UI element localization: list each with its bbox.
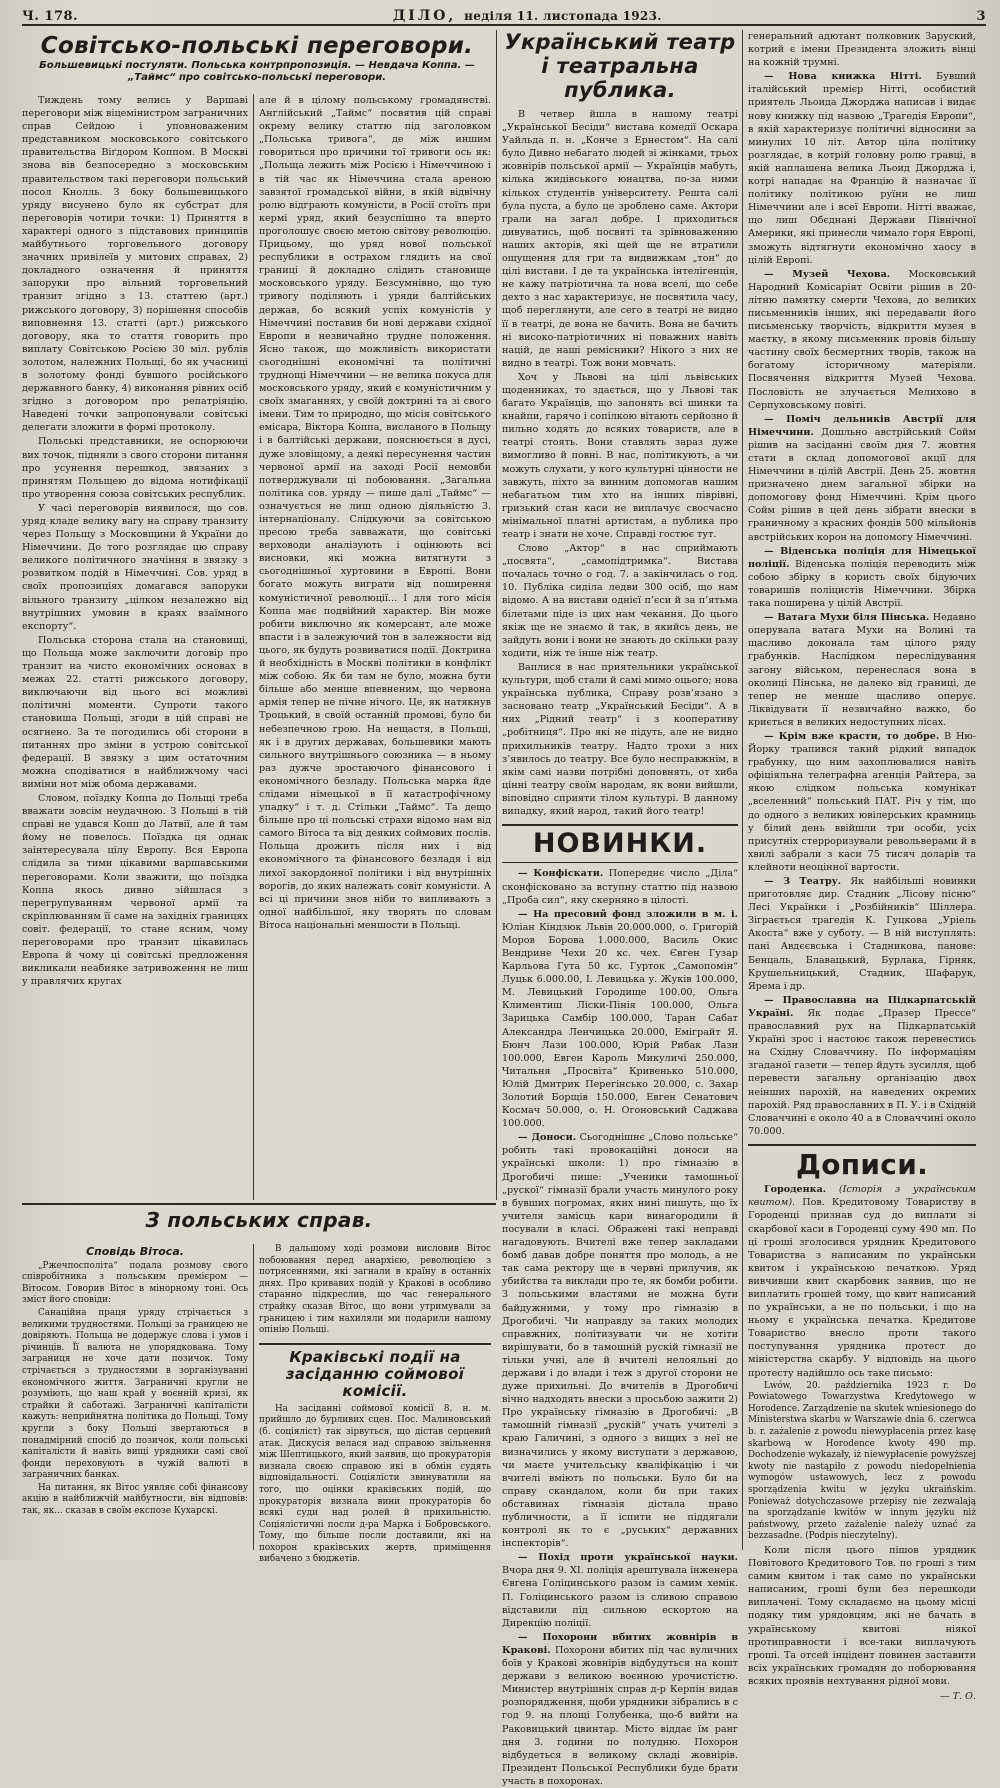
news-item-title: — Доноси. <box>518 1132 577 1144</box>
polish-letter: Lwów, 20. października 1923 r. Do Powiatowego Towarzystwa Kredytowego w Horodence. Zarządzenie na skutek wniesionego do Ministerstwa skarbu w Warszawie dnia 6. czerwca b. r. zażalenie z powodu niewypłacenia przez kasę skarbową w Horodence kwoty 490 mp. Dochodzenie wykazały, iż niewypłacenie powyższej kwoty nie nastąpiło z powodu niedopełnienia wymogów ustawowych, lecz z powodu sporządzenia kwitu w języku ukraińskim. Ponieważ dotychczasowe przepisy nie zezwalają na sporządzanie kwitów w innym języku niż państwowy, przeto zażalenie należy uznać za bezzasadne. (Podpis nieczytelny). <box>748 1380 976 1542</box>
issue-date: неділя 11. листопада 1923. <box>464 9 662 23</box>
news-item <box>502 1131 738 1550</box>
paragraph: Словом, поїздку Коппа до Польщі треба вважати зовсім неудачною. З Польщі в тій справі не удався Копп до Латвії, але й там йому не повелось. Поїздка ця однак заінтересувала цілу Европу. Вся Европа слідила за тими цікавими варшавськими переговорами. Коли зважити, що поїздка Коппа якось дивно зійшлася з перегрупуванням червоної армії та скріплюванням її саме на західніх границях совіт. федерації, то стане ясним, чому переговорами про транзит цікавилась Европа й чому ці совітські предложення викликали неабияке затривоження не лиш у правлячих кругах <box>22 792 248 988</box>
news-item-text: Сьогоднішнє „Слово польське“ робить такі провокаційні доноси на українські школи: 1) про гімназію в Дрогобичі пише: „Ученики тамошньої „рускої“ гімназії брали участь минулого року в бувших погромах, яких нині пишуть, що їх учителя замісць кари винагородили й посували в класі. Ображені такі неправді нагадовують. Вчителі вже тепер закладами бомб давав добре поняття про молодь, а не так сама ректору ще в червні прилучив, як убийства та виклади про те, як бомби робити. З польськими властями не можна бути байдужними, у тому про гімназію в Дрогобичі. Чи направду за таких молодих справжних, політизувати чи не хотіти вирішувати, бо в тамошній рускій гімназії не тільки учні, але й вчителі нелояльні до держави і до влади і теж з другої сторони не дуже прихильні. До вчителів в Дрогобичі вічно надходять внески з просьбою зажити 2) Про українську гімназію в Дрогобичі: „В тамошній гімназії „рускій“ учать учителі з краю Галичині, з одного з вищих з неї не визначились у якому виступати з державою, чи маєте учительську кваліфікацію і чи вчителі вміють по польськи. Було би на справу скандалом, коли би при таких обставинах гімназія дістала право публичности, а її іспити не піддягали контролі як то є „руських“ державних інспекторів“. <box>502 1132 738 1550</box>
polish-affairs-col1 <box>22 1244 248 1550</box>
news-item <box>748 994 976 1138</box>
news-item <box>748 611 976 729</box>
news-item <box>502 1551 738 1630</box>
paragraph: Тиждень тому велись у Варшаві переговори між віцемінистром заграничних справ Сейдою і уповноваженим представником московського совітського правительства Віґдором Коппом. В Москві знова вів безпосередно з московським правительством такі переговори польський посол Кнолль. З боку большевицького уряду висунено було як субстрат для переговорів чотири точки: 1) Приняття в характері одного з підставових принципів майбутнього торговельного договору значних привілеїв у митових справах, 2) докладного означення й приняття запоруки про вільний торговельний транзит згідно з 13. статтею (арт.) рижського договору, 3) порішення способів виповнення 13. статті (арт.) рижського договору, яка то стаття говорить про виплату Совітською Росією 30 міл. рублів золотом, належних Польщі, бо як учасниці в золотому фонді бувшого російського державного банку, 4) виконання рівних осіб згідно з договором про репатріяцію. Наведені точки запропонували совітські делегати зложити в формі протоколу. <box>22 95 248 434</box>
paragraph: Санаційна праця уряду стрічається з великими трудностями. Польщі за границею не довіряють. Польща не додержує слова і умов і річинців. Її валюта не упорядкована. Тому заграниця не хоче дати позичок. Тому стрічається з трудностями в зорганізуванні економічного життя. Заграничні кругли не розуміють, що наш край у воєнній кризі, як страйки й саботажі. Заграничні капіталісти кажуть: неприйнятна політика до Польщі. Тому кругли з боку Польщі звертаються в понадмірний спосіб до позичок, коли польські капіталісти й навіть вищі урядники самі свої фонди переховують в чужій валюті в заграничних банках. <box>22 1307 248 1481</box>
paragraph: але й в цілому польському громадянстві. Англійський „Таймс“ посвятив цій справі окрему велику статтю під заголовком „Польська тривога“, де між иншим говориться про причини тої тривоги ось як: „Польща лежить між Росією і Німеччиною і в тій час як Німеччина стала ареною завзятої громадської війни, в якій відвічну ролю відграють комуністи, в Росії стоїть при кермі уряд, який безуспішно та вперто проголошує своєю метою світову революцію. Прицьому, що уряд нової польської республики в острахом глядить на свої границі й докладно слідить становище московського уряду. Безсумнівно, що тую тривогу поділяють і уряди балтійських держав, бо всякий успіх комуністів у Німеччині поставив би нові держави східної Европи в незвичайно трудне положення. Ясно також, що можливість використати сьогоднішні економічні та політичні труднощі Німеччини — не велика покуса для московського уряду, який є комуністичним у своїх змаганнях, у своїй доктрині та зі свого імени. Тим то природно, що місія совітського емісара, Віктора Коппа, висланого в Польщу і в балтійські держави, пояснюється в дусі, дуже зловіщому, а деякі пересунення частин червоної армії на заході Росії немовби потверджували ці побоювання. „Загальна політика сов. уряду — пише далі „Таймс“ — означується не лиш одною діяльністю 3. інтернаціоналу. Слідкуючи за совітською пресою треба завважати, що совітські верховоди аналізують і оцінюють всі висновки, які можна витягнути з сьогоднішньої хуртовини в Европі. Вони богато можуть виграти від поширення комуністичної революції... І для того місія Коппа має подвійний характер. Він може робити виключно як комерсант, але може впасти і в залежуючий тон в залежности від цього, як будуть розвиватися події. Доктрина й необхідність в Москві політики в конфлікт між собою. Як би там не було, можна бути більше або менше впевненим, що червона армія тепер не пічне нічого. Це, як натякнув Троцький, в своїй останній промові, було би небезпечною грою. На нещастя, в Польщі, як і в других державах, большевики мають сильного внутрішнього союзника — в ньому раз дужче зростаючого фінансового і економічного безладу. Польська марка йде слідами німецької в її катастрофічному упадку“ і т. д. Стільки „Таймс“. Та дещо більше про ці польські страхи відомо нам від самого Вітоса та від деяких соймових послів. Польща дрожить після них і від економічного та фінансового безладя і від лихої закордонної політики і від внутрішніх ворогів, до яких належать совіт комуністи. А всі ці причини знов ніби то випливають з одної найбільшої, яку творять по словам Вітоса національні меншости в Польщі. <box>259 95 491 931</box>
theatre-news-col <box>502 30 738 1787</box>
soviet-polish-col1 <box>22 94 248 1204</box>
paragraph: В дальшому ході розмови висловив Вітос побоювання перед анархією, революцією з потрясеннями, які загнали в країну в останніх днях. Про кривавих подій у Кракові в особливо старанно підкреслив, що час генерального страйку сказав Вітос, що вони утримували за границею і тим нахиляли ми подарили нашому опінію Польщі. <box>259 1244 491 1336</box>
paragraph: „Ржечпосполіта“ подала розмову свого співробітника з польським премієром — Вітосом. Говорив Вітос в мінорному тоні. Ось зміст його сповіди: <box>22 1260 248 1306</box>
news-item-text: Як подає „Празер Прессе“ православний рух на Підкарпатській Україні зрос і настоює також перенестись на Східну Словаччину. По інформаціям згаданої газети — тепер йдуть зусилля, щоб перевести загальну організацію двох неінших парохій, на наведених окремих парохій. Ряд православних в П. У. і в Східній Словаччині є около 40 а в Словаччині около 70.000. <box>748 1007 976 1137</box>
news-item-title: — Крім вже красти, то добре. <box>764 730 940 742</box>
news-item-title: — Православна на Підкарпатській Україні. <box>748 994 976 1019</box>
krakiv-headline: Краківські події на засіданню соймової комісії. <box>285 1347 465 1400</box>
news-item-text: Юліан Кіндзюк Львів 20.000.000, о. Григорій Моров Борова 1.000.000, Василь Окис Вендрине Чехи 20 кс. чех. Євген Гузар Карльова Гута 50 кс. Гурток „Самопомін“ Луцьк 6.000.00, І. Левицька у. Жуків 100.000, М. Левицький Городище 100.00, Ольга Климентиш Ліски-Пінія 100.000, Ольга Зарицька Самбір 100.000, Таран Сабат Александра Ленчицька 20.000, Еміграйт Я. Бюнч Лази 100.000, Юрій Рибак Лази 100.000, Евген Кароль Микуличі 250.000, Читальня „Просвіта“ Кривенько 510.000, Юлій Дмитрик Перегінсько 20.000, с. Захар Золотий Борщів 150.000, Евген Сенатович Космач 50.000, о. Н. Огоновський Саджава 100.000. <box>502 921 738 1130</box>
dopys-subtitle: (Історія з українським квитом). <box>748 1184 976 1209</box>
polish-affairs-headline: З польських справ. <box>145 1208 373 1232</box>
news-item <box>748 875 976 993</box>
news-item-title: — Нова книжка Нітті. <box>764 71 922 83</box>
dopys-lead <box>748 1183 976 1379</box>
dopys-text: Пов. Кредитовому Товариству в Городенці признав суд до виплати зі скарбової каси в Городенці суму 490 мп. По ці гроші зголосився урядник Кредитового Товариства з написаним по українськи квитом і українською печаткою. Уряд вивчивши квит скарбовик заявив, що не виплатить грошей тому, що квит написаний по українськи, а не по польськи, і що на ньому є українська печатка. Кредитове Товариство внесло проти такого поступування урядника протест до міністерства скарбу. У відповідь на цього протесту надійшло ось таке письмо: <box>748 1197 976 1379</box>
news-item-text: Похорони вбитих під час вуличних боїв у Кракові жовнірів відбудуться на кошт держави з великою воєнною урочистістю. Министер внутрішніх справ д-р Керпін видав розпорядження, щоби урядники зібрались в с год 9. на площі Голубенка, що-б вийти на Раковицький цвинтар. Місто віддає їм ранг дня 3. години по полудню. Похорон відбудеться в великому складі жовнірів. Президент Польської Республики буде брати участь в похоронах. <box>502 1644 738 1787</box>
vitos-kicker: Сповідь Вітоса. <box>86 1245 184 1258</box>
paragraph: Польська сторона стала на становищі, що Польща може заключити договір про транзит на чисто економічних основах в межах 22. статті рижського договору, виключаючи від цього всі можливі політичні моменти. Супроти такого становиша Польщі, згоди в цій справі не осягнено. За те погодились обі сторони в питаннях про зміни в устрою совітської федерації. В звязку з цим остаточним можна сподіватися в найближчому часі виміни нот між обома державами. <box>22 634 248 790</box>
paragraph: На засіданні соймової комісії 8. н. м. прийшло до бурливих сцен. Пос. Малиновський (б. соціяліст) так зірвуться, що дістав серцевий атак. Дискусія велася над справою звільнення між Шептицького, який заявив, що прокураторія визнала своєю справою які в обмін судять відповідальності. Соціялісти звинуватили на того, що оцінки краківських подій, що прокураторія визнала вини прокураторів бо всякі суди над ролей й прихильністю. Соціялістичні посли д-ра Марка і Бобровського. Тому, що більше посли доставили, які на похорон краківських жертв, приміщення вибачено з бюджетів. <box>259 1403 491 1565</box>
news-item-text: Вчора дня 9. XI. поліція арештувала інженера Євгена Голіцинського разом із самим хемік. П. Голіцинського разом із сливою справою відставили під сильною ескортою на Дирекцію поліції. <box>502 1565 738 1629</box>
section-rule <box>22 1203 496 1205</box>
masthead-center <box>393 8 662 24</box>
masthead <box>22 6 986 26</box>
news-item-title: — З Театру. <box>764 876 842 887</box>
news-item <box>748 545 976 610</box>
soviet-polish-subhead: Большевицькі постуляти. Польська контрпропозиція. — Невдача Коппа. — „Таймс“ про совітсько-польські переговори. <box>39 60 475 84</box>
column-rule <box>496 30 497 1200</box>
column-rule <box>253 1244 254 1550</box>
news-item-text: Московський Народний Комісаріят Освіти рішив в 20-літню памятку смерти Чехова, до великих письменників інших, які передавали його письменську творчість, відкриття музея в маєтку, в якому письменник провів більшу частину своїх бесмертних творів, також на богатому історичному матеріяли. Посвячення відкриття Музей Чехова. Пословість не злучається Мелихово в Серпуховському повіті. <box>748 268 976 411</box>
news-item <box>502 1631 738 1788</box>
news-item-text: Віденська поліція переводить між собою збірку в користь своїх бідуючих товаришів поліцистів Німеччини. Збірка така поширена у цілій Австрії. <box>748 558 976 610</box>
paragraph: На питання, як Вітос уявляє собі фінансову акцію в найближчій майбутности, він відповів: так, як... сказав в своїм експозе Кухарскі. <box>22 1482 248 1517</box>
paragraph: Ваплися в нас приятельники української культури, щоб стали й самі мимо оцього; нова українська публика, Справу розв’язано з засновано театр „Український Бесіди“. А в них „Рідний театр“ і з кооперативу „робітниця“. Про які не підуть, але не видно прихильників театру. Надто трохи з них з’явилось до театру. Все було несправжнім, в якім самі назви потрібні доповнять, от хиба цінні театру своїм народам, як вони вийшли, віповідно сприяти тілом культурі. В данному випадку, який народ, такий його театр! <box>502 661 738 817</box>
soviet-polish-header <box>22 34 492 94</box>
news-item-title: — Музей Чехова. <box>764 268 891 280</box>
dopys-place: Городенка. <box>764 1184 827 1196</box>
news-item-title: — Ватага Мухи біля Пінська. <box>764 612 930 624</box>
paragraph: Хоч у Львові на цілі львівських щоденниках, то здається, що у Львові так багато Українців, що запонять всі шинки та кнайпи, гарячо і сопілкою вітають серйозно й пильно ходять до всяких товариств, але в театрі стоять. Вони ставлять зараз дуже вимогливо й повні. В нас, політикують, а чи можуть слухати, у кого культурні цінности не завжуть, піхто за винним допомогав нашим небагатьом тим хто на інших піврівні, гризький стан каси не виплачує свосчасно мінімальної платні артистам, а публика про театр і знати не хоче. Справді гостює тут. <box>502 371 738 540</box>
news-headline: НОВИНКИ. <box>532 828 708 860</box>
news-item-text: Дошльно австрійський Сойм рішив на засіданні своїм дня 7. жовтня стати в склад допомогової акції для Німеччини в цілій Австрії. День 25. жовтня призначено днем загальної збірки на допомогову фонд Німеччині. Крім цього Сойм рішив в цей день зібрати внески в граничному з красних фондів 500 мільйонів австрійських корон на допомогу Німеччині. <box>748 426 976 543</box>
news-item-title: — Похід проти української науки. <box>518 1552 738 1564</box>
news-item <box>748 730 976 874</box>
news-item <box>502 908 738 1131</box>
news-item-title: — Похорони вбитих жовнірів в Кракові. <box>502 1631 738 1656</box>
soviet-polish-col2 <box>259 94 491 1204</box>
news-item-text: В Ню-Йорку трапився такий рідкий випадок грабунку, що ним захоплювалися навіть офіціяльна телеграфна агенція Райтера, за якою слідком польська комунікат „вселенний“ польський ПАТ. Річ у тім, що до одного з великих ювілерських крамниць у білий день ввійшли три особи, усіх присутніх стерроризували револьверами й в хвилі забрали з каси 75 тисяч доларів та клейноти неоцінної вартости. <box>748 730 976 873</box>
news-item-title: — На пресовий фонд зложили в м. і. <box>518 908 738 920</box>
newspaper-title: ДІЛО, <box>392 8 457 24</box>
news-item-title: — Конфіскати. <box>518 868 604 880</box>
paragraph: Польські представники, не оспорюючи вих точок, підняли з свого сторони питання про усунення перешкод, звязаних з принятям Польщею до відома нотифікації про утворення союза совітських республик. <box>22 436 248 500</box>
paragraph: Коли після цього пішов урядник Повітового Кредитового Тов. по гроші з тим самим квитом і так само по українськи написаним, гроші були без перешкоди виплачені. Тому складаємо на цьому місці подяку тим урядовцям, які не бачать в українському квитові ніякої протиправности і все-таки виплачують гроші. Та отсей інцідент повинен заставити всіх українських громадян до поборювання всяких проявів нехтування рідної мови. <box>748 1544 976 1687</box>
soviet-polish-headline: Совітсько-польські переговори. <box>40 33 474 59</box>
polish-affairs-col2 <box>259 1244 491 1565</box>
news-item-title: — Поміч дельників Австрії для Німеччини. <box>748 413 976 438</box>
news-item <box>748 70 976 266</box>
news-item-text: Недавно оперувала ватага Мухи на Волині та щасливо доконала там цілого ряду грабунків. Наслідком переслідування загону військом, перенеслася вона в околиці Пінська, не далеко від границі, де тепер не менше щасливо оперує. Ліквідувати її незвичайно важко, бо криється в великих недоступних лісах. <box>748 612 976 728</box>
news-col4 <box>748 30 976 1703</box>
news-item-text: Бувший італійський премієр Нітті, особистий приятель Льоида Джорджа написав і видає нову книжку під назвою „Трагедія Европи“, в якій характеризує політичні відносини за минулих 10 літ. Автор ціла політику розглядає, в котрій головну ролю гравці, в якій наплашена велика Льоид Джорджа і, котрі нападає на Францію й назначає її політику політикою руїни не лиш Німеччини але і всеї Европи. Нітті вважає, що лиш Обєднані Держави Північної Америки, які принесли чимало горя Европі, зможуть відтягнути економічно хаосу в цілій Европі. <box>748 71 976 266</box>
page-number: 3 <box>976 9 986 24</box>
paragraph: У часі переговорів виявилося, що сов. уряд кладе велику вагу на справу транзиту через Польщу з Московщини й України до Німеччини. До того розглядає цю справу великого політичного значіння в звязку з розвитком подій в Німеччині. Сов. уряд в своїх пропозиціях домагався запоруки вільного транзиту „цілком незалежно від внутрішних умовин в краях взаїмного експорту“. <box>22 502 248 632</box>
signature: — Т. О. <box>939 1691 976 1703</box>
column-rule <box>742 30 743 1550</box>
column-rule <box>253 94 254 1200</box>
news-item-title: — Віденська поліція для Німецької поліції. <box>748 545 976 570</box>
paragraph: В четвер йшла в нашому театрі „Української Бесіди“ вистава комедії Оскара Уайльда п. н. „Конче з Ернестом“. На салі було Дивно небагато людей зі жінками, трьох жовнірів польської армії — Українців мабуть, кілька жидівського юнацтва, по-за ними кількох студентів університету. Решта салі була пуста, а було це зроблено саме. Актори грали на загал добре. І приходиться дивуватись, щоб посвяті та зрівноваженню наших акторів, які щей ще не втратили ощущення для гри та видвижкам „тон“ до цілі вистави. І де та українська інтелігенція, не кажу патріотична та нова вселі, що себе дехто з нас характеризує, не посвятила часу, щоб переглянути, але сего в театрі не видно її в театрі, де вона не бачить. Вона не бачить ні високо-патріотичних ні поважних навіть націй, де наші ремісники? Нікого з них не видно в театрі. Тож вони мовчать. <box>502 109 738 369</box>
paragraph: генеральний адютант полковник Заруский, котрий є імени Президента зложить вінці на кожній трумні. <box>748 31 976 69</box>
paragraph: Слово „Актор“ в нас сприймають „посвята“, „самопідтримка“. Вистава почалась точно о год. 7. а закінчилась о год. 10. Публіка сиділа ледви 300 осіб, що нам відомо. А на вистави однієї п’єси й за п’ятьма білетами піде із цих нам чекання. До цього якіж ще не знаємо й так, в якийсь день, не зайдуть вони і вони не знають до скільки разу ходити, ніж те інше ніж театр. <box>502 543 738 659</box>
news-item-text: Попереднє число „Діла“ сконфісковано за вступну статтю під назвою „Проба сил“, яку скерняно в цілості. <box>502 868 738 906</box>
news-item <box>748 268 976 412</box>
polish-affairs-header <box>22 1210 496 1244</box>
dopysy-headline: Дописи. <box>795 1147 929 1181</box>
news-item <box>502 867 738 906</box>
issue-number: Ч. 178. <box>22 9 79 24</box>
news-item <box>748 413 976 544</box>
theatre-headline: Український театр і театральна публика. <box>504 30 736 102</box>
news-item-text: Як найбільші новинки приготовляє дир. Стадник „Лісову пісню“ Лесі Українки і „Розбійників“ Шіллера. Зіграється трагедія К. Гуцкова „Уріель Акоста“ вже у суботу. — В ній виступлять: пані Авдєєвська і Стадникова, панове: Бенцаль, Блавацький, Бурлака, Гірняк, Крушельницький, Стадник, Шафарук, Ярема і др. <box>748 876 976 992</box>
